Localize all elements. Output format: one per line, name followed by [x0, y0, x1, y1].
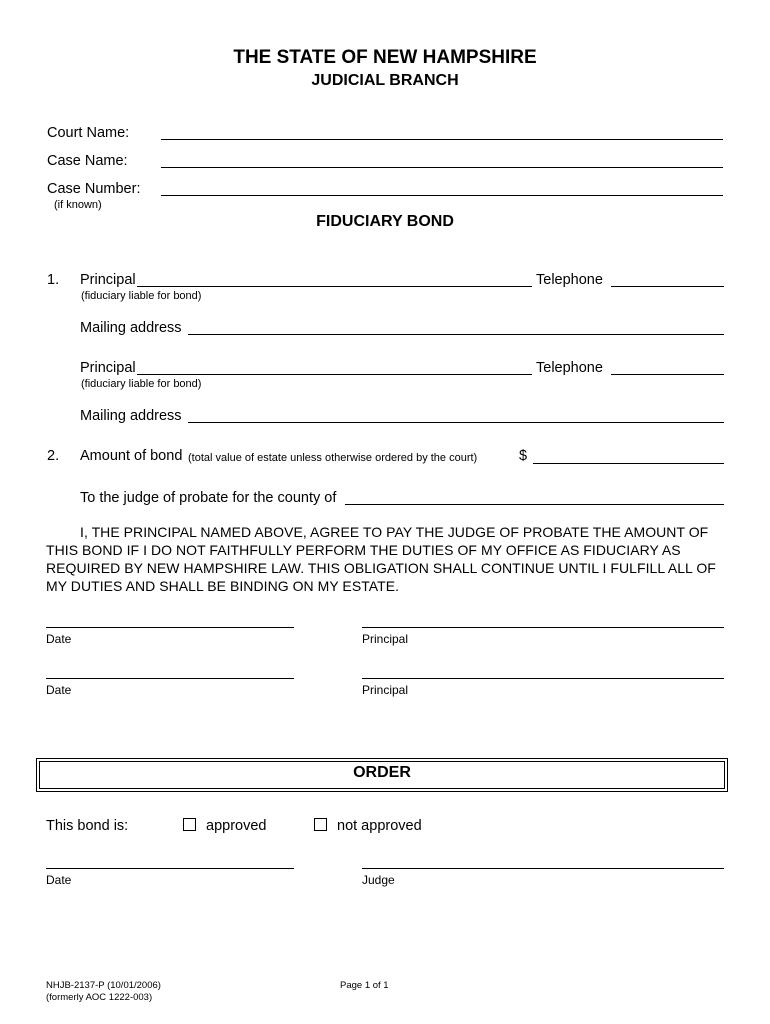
formerly-text: (formerly AOC 1222-003): [46, 992, 153, 1003]
court-name-label: Court Name:: [47, 125, 130, 141]
telephone-2-field[interactable]: [611, 374, 724, 375]
branch-heading: JUDICIAL BRANCH: [311, 72, 459, 89]
if-known-note: (if known): [54, 199, 102, 211]
county-field[interactable]: [345, 504, 724, 505]
telephone-1-field[interactable]: [611, 286, 724, 287]
agreement-paragraph: [46, 523, 730, 595]
amount-of-bond-label: Amount of bond: [80, 448, 183, 464]
principal-1-signature-line[interactable]: [362, 627, 724, 628]
case-number-label: Case Number:: [47, 181, 141, 197]
amount-field[interactable]: [533, 463, 724, 464]
judge-label: Judge: [362, 873, 395, 887]
court-name-field[interactable]: [161, 139, 723, 140]
not-approved-label: not approved: [337, 818, 422, 834]
footer-form-id: [46, 980, 161, 1004]
section-1-number: 1.: [47, 272, 60, 288]
bond-is-label: This bond is:: [46, 818, 129, 834]
principal-signature-label: Principal: [362, 632, 409, 646]
case-name-label: Case Name:: [47, 153, 128, 169]
order-title: ORDER: [353, 764, 411, 781]
mailing-address-label: Mailing address: [80, 320, 182, 336]
liable-note: (fiduciary liable for bond): [81, 378, 202, 390]
judge-signature-line[interactable]: [362, 868, 724, 869]
order-date-label: Date: [46, 873, 72, 887]
principal-2-field[interactable]: [137, 374, 532, 375]
section-2-number: 2.: [47, 448, 60, 464]
county-label: To the judge of probate for the county of: [80, 490, 337, 506]
page-number: Page 1 of 1: [340, 980, 389, 991]
mailing-address-2-field[interactable]: [188, 422, 724, 423]
case-name-field[interactable]: [161, 167, 723, 168]
not-approved-checkbox[interactable]: [314, 818, 327, 831]
date-label: Date: [46, 683, 72, 697]
agreement-text: I, THE PRINCIPAL NAMED ABOVE, AGREE TO PAY THE JUDGE OF PROBATE THE AMOUNT OF THIS BOND IF I DO NOT FAITHFULLY PERFORM THE DUTIES OF MY OFFICE AS FIDUCIARY AS REQUIRED BY NEW HAMPSHIRE LAW. THIS OBLIGATION SHALL CONTINUE UNTIL I FULFILL ALL OF MY DUTIES AND SHALL BE BINDING ON MY ESTATE.: [46, 524, 716, 594]
mailing-address-1-field[interactable]: [188, 334, 724, 335]
principal-label: Principal: [80, 272, 136, 288]
dollar-sign: $: [519, 448, 528, 464]
form-id-text: NHJB-2137-P (10/01/2006): [46, 980, 161, 991]
date-1-line[interactable]: [46, 627, 294, 628]
form-title: FIDUCIARY BOND: [316, 213, 454, 230]
case-number-field[interactable]: [161, 195, 723, 196]
approved-checkbox[interactable]: [183, 818, 196, 831]
amount-note: (total value of estate unless otherwise ordered by the court): [188, 452, 478, 464]
liable-note: (fiduciary liable for bond): [81, 290, 202, 302]
principal-1-field[interactable]: [137, 286, 532, 287]
principal-label: Principal: [80, 360, 136, 376]
principal-signature-label: Principal: [362, 683, 409, 697]
date-label: Date: [46, 632, 72, 646]
telephone-label: Telephone: [536, 272, 603, 288]
date-2-line[interactable]: [46, 678, 294, 679]
principal-2-signature-line[interactable]: [362, 678, 724, 679]
order-date-line[interactable]: [46, 868, 294, 869]
approved-label: approved: [206, 818, 267, 834]
mailing-address-label: Mailing address: [80, 408, 182, 424]
state-heading: THE STATE OF NEW HAMPSHIRE: [233, 47, 537, 68]
telephone-label: Telephone: [536, 360, 603, 376]
order-header-box: [36, 758, 728, 792]
